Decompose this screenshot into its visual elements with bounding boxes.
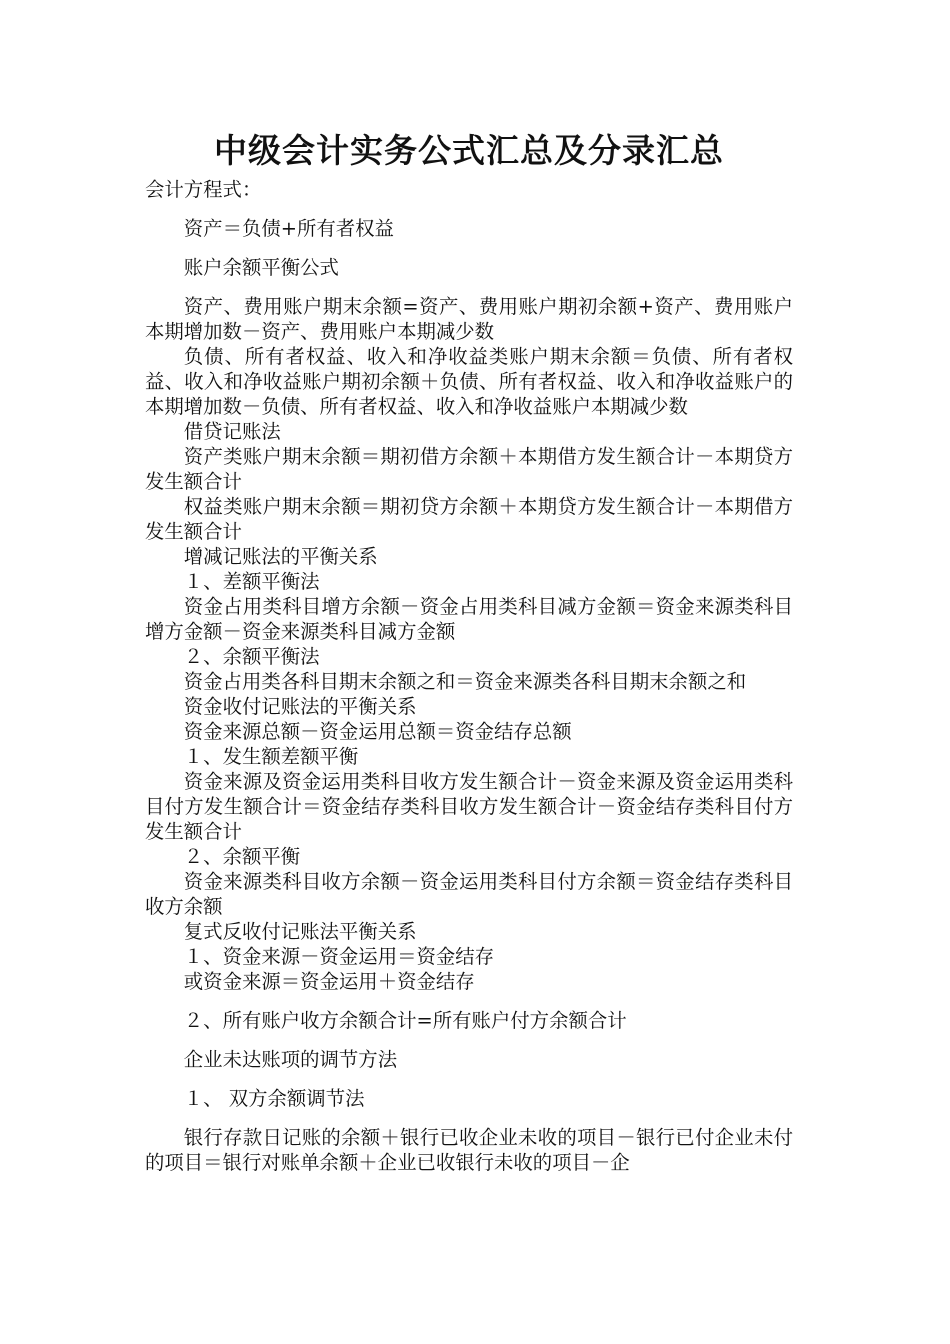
section-heading: 借贷记账法 bbox=[183, 420, 281, 443]
formula-line: １、资金来源－资金运用＝资金结存 bbox=[183, 945, 495, 968]
formula-line: 资金来源及资金运用类科目收方发生额合计－资金来源及资金运用类科目付方发生额合计＝资金结存类科目收方发生额合计－资金结存类科目付方发生额合计 bbox=[145, 770, 793, 843]
section-heading: 账户余额平衡公式 bbox=[183, 256, 339, 279]
section-heading: 会计方程式： bbox=[145, 178, 262, 201]
subsection-heading: １、差额平衡法 bbox=[183, 570, 320, 593]
formula-line: 资金来源总额－资金运用总额＝资金结存总额 bbox=[183, 720, 572, 743]
formula-line: 资产类账户期末余额＝期初借方余额＋本期借方发生额合计－本期贷方发生额合计 bbox=[145, 445, 793, 493]
formula-line: 资金占用类各科目期末余额之和＝资金来源类各科目期末余额之和 bbox=[183, 670, 747, 693]
subsection-heading: １、 双方余额调节法 bbox=[183, 1087, 365, 1110]
formula-line: ２、所有账户收方余额合计=所有账户付方余额合计 bbox=[183, 1009, 627, 1032]
formula-line: 资金来源类科目收方余额－资金运用类科目付方余额＝资金结存类科目收方余额 bbox=[145, 870, 793, 918]
document-body bbox=[145, 128, 793, 1175]
formula-line: 资产＝负债+所有者权益 bbox=[183, 217, 394, 240]
document-title: 中级会计实务公式汇总及分录汇总 bbox=[214, 131, 724, 170]
formula-line: 资产、费用账户期末余额=资产、费用账户期初余额+资产、费用账户本期增加数－资产、费用账户本期减少数 bbox=[145, 295, 793, 343]
subsection-heading: １、发生额差额平衡 bbox=[183, 745, 359, 768]
formula-line: 负债、所有者权益、收入和净收益类账户期末余额＝负债、所有者权益、收入和净收益账户期初余额＋负债、所有者权益、收入和净收益账户的本期增加数－负债、所有者权益、收入和净收益账户本期减少数 bbox=[145, 345, 793, 418]
subsection-heading: ２、余额平衡 bbox=[183, 845, 301, 868]
section-heading: 增减记账法的平衡关系 bbox=[183, 545, 378, 568]
formula-line: 资金占用类科目增方余额－资金占用类科目减方金额＝资金来源类科目增方金额－资金来源类科目减方金额 bbox=[145, 595, 793, 643]
section-heading: 企业未达账项的调节方法 bbox=[183, 1048, 398, 1071]
section-heading: 资金收付记账法的平衡关系 bbox=[183, 695, 417, 718]
formula-line: 权益类账户期末余额＝期初贷方余额＋本期贷方发生额合计－本期借方发生额合计 bbox=[145, 495, 793, 543]
subsection-heading: ２、余额平衡法 bbox=[183, 645, 320, 668]
formula-line: 银行存款日记账的余额＋银行已收企业未收的项目－银行已付企业未付的项目＝银行对账单余额＋企业已收银行未收的项目－企 bbox=[145, 1126, 793, 1174]
formula-line: 或资金来源＝资金运用＋资金结存 bbox=[183, 970, 475, 993]
section-heading: 复式反收付记账法平衡关系 bbox=[183, 920, 417, 943]
